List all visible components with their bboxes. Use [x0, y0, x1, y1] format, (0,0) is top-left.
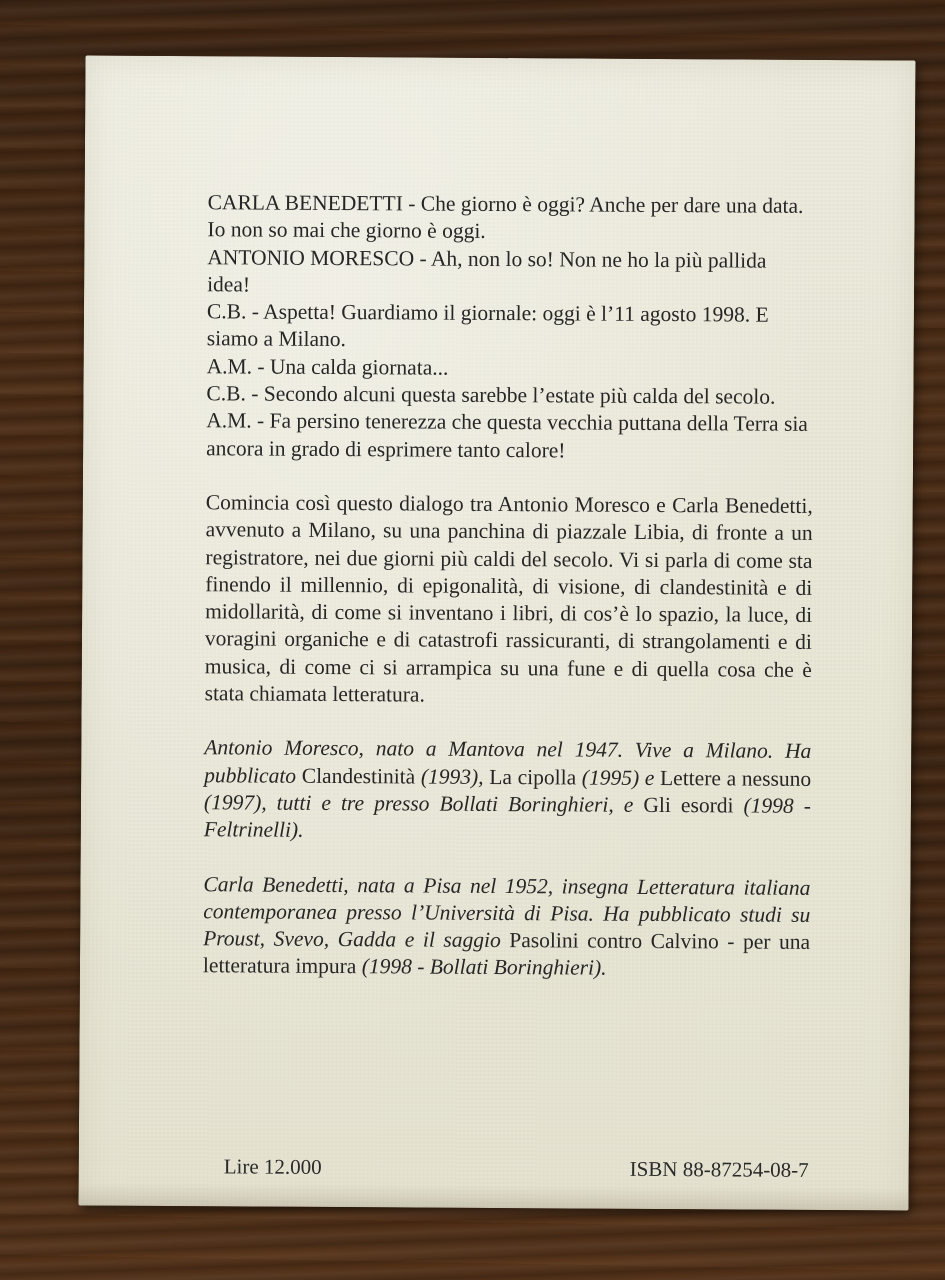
author-bio-benedetti	[203, 871, 811, 984]
bio-text: (1998 - Feltrinelli).	[203, 793, 812, 843]
author-bio-moresco	[204, 735, 812, 848]
bio-text: (1993),	[415, 764, 490, 789]
dialogue-line: A.M. - Fa persino tenerezza che questa vecchia puttana della Terra sia ancora in grado di esprimere tanto calore!	[206, 408, 808, 463]
book-title: Gli esordi	[643, 792, 734, 818]
price-label: Lire 12.000	[223, 1154, 322, 1179]
dialogue-line: C.B. - Aspetta! Guardiamo il giornale: oggi è l’11 agosto 1998. E siamo a Milano.	[206, 299, 769, 352]
cover-footer	[223, 1154, 809, 1182]
bio-text: Carla Benedetti, nata a Pisa nel 1952, insegna Letteratura italiana contemporanea presso l’Università di Pisa. Ha pubblicato studi su Proust, Svevo, Gadda e il saggio	[203, 871, 811, 953]
dialogue	[206, 189, 815, 466]
bio-text: (1995) e	[576, 765, 661, 790]
isbn-label: ISBN 88-87254-08-7	[629, 1156, 809, 1182]
book-back-cover	[78, 55, 915, 1210]
bio-text: Antonio Moresco, nato a Mantova nel 1947. Vive a Milano. Ha pubblicato	[204, 735, 812, 788]
bio-text: (1997), tutti e tre presso Bollati Boringhieri, e	[203, 790, 644, 817]
book-title: Lettere a nessuno	[659, 765, 812, 791]
cover-text	[203, 189, 815, 983]
dialogue-line: CARLA BENEDETTI - Che giorno è oggi? Anche per dare una data. Io non so mai che giorno è oggi.	[207, 190, 804, 244]
dialogue-line: C.B. - Secondo alcuni questa sarebbe l’estate più calda del secolo.	[206, 381, 776, 409]
dialogue-line: ANTONIO MORESCO - Ah, non lo so! Non ne ho la più pallida idea!	[207, 244, 767, 297]
bio-text: (1998 - Bollati Boringhieri).	[356, 954, 607, 981]
dialogue-line: A.M. - Una calda giornata...	[206, 354, 449, 380]
description-paragraph: Comincia così questo dialogo tra Antonio Moresco e Carla Benedetti, avvenuto a Milano, su una panchina di piazzale Libia, di fronte a un registratore, nei due giorni più caldi del secolo. Vi si parla di come sta finendo il millennio, di epigonalità, di visione, di clandestinità e di midollarità, di come si inventano i libri, di cos’è lo spazio, la luce, di voragini organiche e di catastrofi rassicuranti, di strangolamenti e di musica, di come ci si arrampica su una fune e di quella cosa che è stata chiamata letteratura.	[204, 490, 813, 707]
book-title: Clandestinità	[301, 763, 416, 789]
book-title: Pasolini contro Calvino - per una letteratura impura	[202, 928, 811, 979]
book-title: La cipolla	[489, 764, 577, 790]
